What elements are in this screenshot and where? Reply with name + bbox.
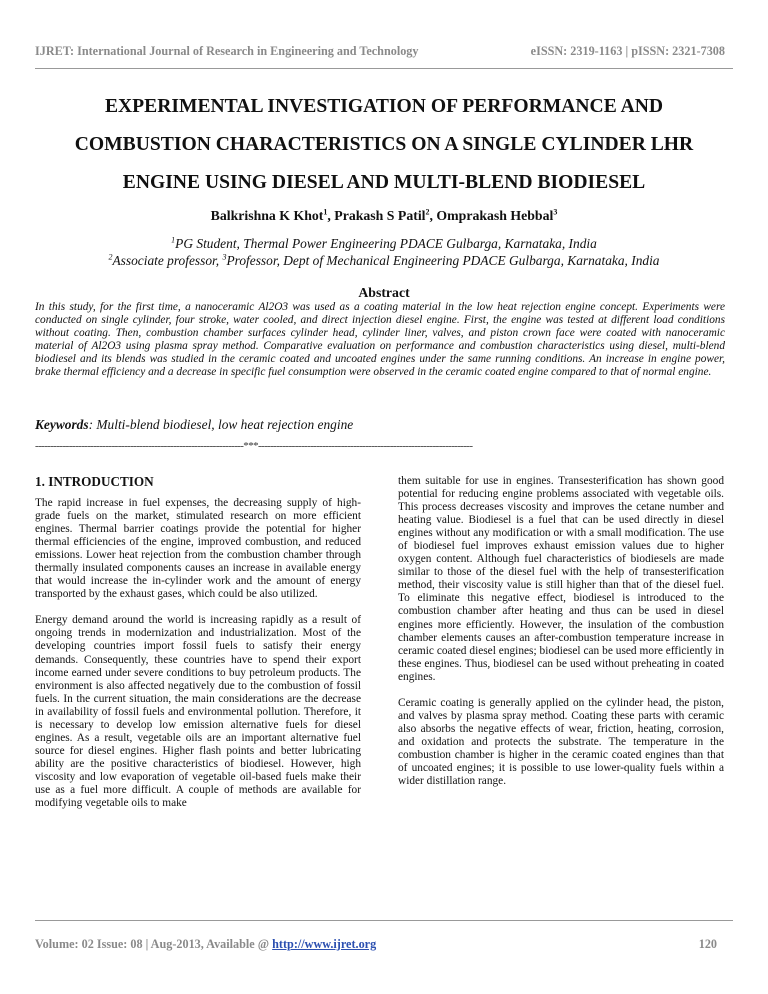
affiliation-sup: 2: [108, 252, 113, 262]
journal-name: IJRET: International Journal of Research in Engineering and Technology: [35, 44, 419, 58]
paragraph: them suitable for use in engines. Transesterification has shown good potential for reducing engine problems associated with vegetable oils. This process decreases viscosity and improves the cetane number and heating value. Biodiesel is a fuel that can be used directly in diesel engines without any modification or with a small modification. The use of biodiesel fuel improves exhaust emission values due to higher oxygen content. Although fuel characteristics of biodiesels are made similar to those of the diesel fuel with the help of transesterification method, their viscosity value is still higher than that of the diesel fuel. To eliminate this negative effect, biodiesel is introduced to the combustion chamber after heating and thus can be used in diesel engines more efficiently. However, the insulation of the combustion chamber elements causes an after-combustion temperature increase in ceramic coated diesel engines; biodiesel can be used more efficiently in these engines. Thus, biodiesel can be used without preheating in coated engines.: [398, 475, 724, 683]
affiliation-text: Professor, Dept of Mechanical Engineering PDACE Gulbarga, Karnataka, India: [226, 253, 660, 268]
page-number: 120: [698, 937, 717, 951]
running-footer: [35, 937, 733, 952]
abstract-text: In this study, for the first time, a nanoceramic Al2O3 was used as a coating material in the low heat rejection engine concept. Experiments were conducted on single cylinder, four stroke, water cooled, and direct injection diesel engine. First, the engine was tested at different load conditions without coating. Then, combustion chamber surfaces cylinder head, cylinder liner, valves, and piston crown face were coated with nanoceramic material of Al2O3 using plasma spray method. Comparative evaluation on performance and combustion characteristics using diesel, multi-blend biodiesel and its blends was studied in the ceramic coated and uncoated engines under the same running conditions. An increase in engine power, brake thermal efficiency and a decrease in specific fuel consumption were observed in the ceramic coated engine compared to that of normal engine.: [35, 301, 725, 379]
author-name: Balkrishna K Khot: [210, 208, 324, 223]
author-name: Prakash S Patil: [334, 208, 426, 223]
abstract-heading: Abstract: [358, 285, 410, 300]
title-line: EXPERIMENTAL INVESTIGATION OF PERFORMANCE AND: [104, 96, 664, 117]
right-column: [398, 475, 724, 801]
section-separator: --------------------------------------------------------------------***----------------------------------------------------------------------: [35, 440, 473, 452]
journal-link[interactable]: http://www.ijret.org: [272, 937, 377, 951]
section-heading: 1. INTRODUCTION: [35, 474, 154, 489]
author-list: Balkrishna K Khot$^1$, Prakash S Patil$^2$, Omprakash Hebbal$^3$: [210, 207, 558, 223]
paragraph: Ceramic coating is generally applied on the cylinder head, the piston, and valves by plasma spray method. Coating these parts with ceramic also absorbs the negative effects of wear, friction, heating, corrosion, and oxidation and protects the substrate. The temperature in the combustion chamber is higher in the ceramic coated engines than that of uncoated engines; it is possible to use lower-quality fuels within a wider distillation range.: [398, 696, 724, 788]
volume-info: Volume: 02 Issue: 08 | Aug-2013, Available @: [35, 937, 273, 951]
author-sup: 1: [323, 207, 328, 217]
affiliation-sup: 1: [171, 235, 176, 245]
affiliation-2: [0, 253, 768, 269]
affiliation-sup: 3: [222, 252, 227, 262]
author-sup: 2: [425, 207, 430, 217]
paper-title: [40, 88, 728, 202]
author-name: Omprakash Hebbal: [436, 208, 554, 223]
paragraph: The rapid increase in fuel expenses, the decreasing supply of high-grade fuels on the market, stimulated research on more efficient engines. Thermal barrier coatings provide the potential for higher thermal efficiencies of the engine, improved combustion, and reduced emissions. Lower heat rejection from the combustion chamber through thermally insulated components causes an increase in available energy that would increase the in-cylinder work and the amount of energy transported by the exhaust gases, which could be also utilized.: [35, 497, 361, 601]
paragraph: Energy demand around the world is increasing rapidly as a result of ongoing trends in modernization and industrialization. Most of the developing countries import fossil fuels to satisfy their energy demands. Consequently, these countries have to spend their export income earned under severe conditions to buy petroleum products. The environment is also affected negatively due to the combustion of fossil fuels. In the current situation, the main considerations are the decrease in availability of fossil fuels and environmental pollution. Therefore, it is necessary to develop low emission alternative fuels for diesel engines. As a result, vegetable oils are an important alternative fuel source for diesel engines. Higher flash points and better lubricating ability are the positive characteristics of biodiesel. However, high viscosity and low evaporation of vegetable oil-based fuels make their use as a fuel more difficult. A couple of methods are available for modifying vegetable oils to make: [35, 614, 361, 810]
left-column: [35, 497, 361, 823]
issn: eISSN: 2319-1163 | pISSN: 2321-7308: [530, 44, 725, 58]
keywords-label: Keywords: [35, 417, 89, 432]
header-rule: [35, 68, 733, 69]
footer-rule: [35, 920, 733, 921]
author-sup: 3: [553, 207, 558, 217]
affiliation-text: Associate professor,: [112, 253, 223, 268]
keywords: [35, 417, 353, 433]
keywords-text: : Multi-blend biodiesel, low heat rejection engine: [88, 417, 354, 432]
running-header: [35, 44, 733, 59]
affiliation-1: [0, 236, 768, 252]
title-line: ENGINE USING DIESEL AND MULTI-BLEND BIODIESEL: [122, 172, 646, 193]
title-line: COMBUSTION CHARACTERISTICS ON A SINGLE CYLINDER LHR: [74, 134, 694, 155]
affiliation-text: PG Student, Thermal Power Engineering PDACE Gulbarga, Karnataka, India: [175, 236, 597, 251]
